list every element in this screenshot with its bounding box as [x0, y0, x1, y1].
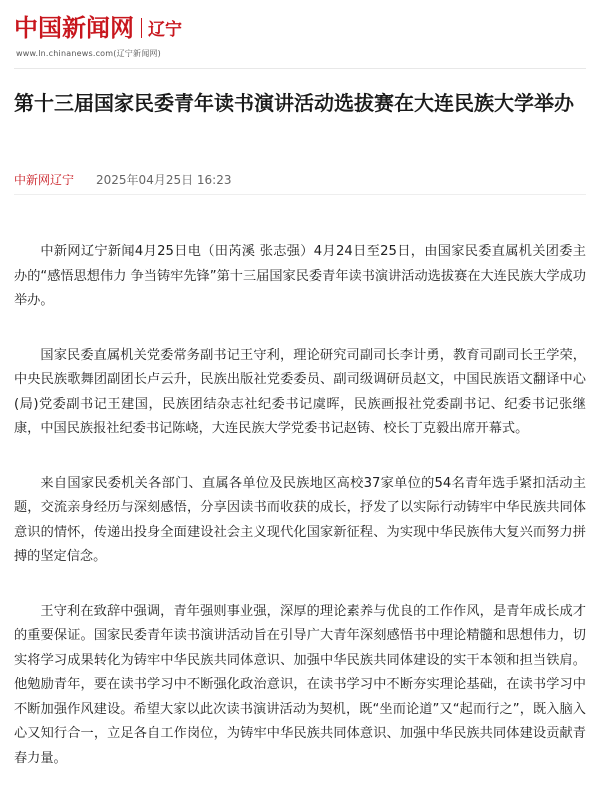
site-header — [0, 0, 600, 74]
logo-region: 辽宁 — [148, 20, 182, 40]
site-logo[interactable] — [14, 14, 182, 42]
logo-divider — [141, 18, 142, 38]
article-paragraph: 中新网辽宁新闻4月25日电（田芮溪 张志强）4月24日至25日，由国家民委直属机关团委主办的“感悟思想伟力 争当铸牢先锋”第十三届国家民委青年读书演讲活动选拔赛在大连民族大学成功举办。 — [14, 244, 586, 308]
article-meta — [14, 172, 232, 188]
meta-divider — [14, 194, 586, 195]
header-divider — [14, 68, 586, 69]
article-title: 第十三届国家民委青年读书演讲活动选拔赛在大连民族大学举办 — [14, 91, 574, 115]
article-body — [14, 240, 586, 801]
article-timestamp: 2025年04月25日 16:23 — [96, 173, 232, 187]
site-url: www.ln.chinanews.com(辽宁新闻网) — [16, 49, 161, 58]
article-source-link[interactable]: 中新网辽宁 — [14, 173, 75, 187]
article-paragraph: 王守利在致辞中强调，青年强则事业强，深厚的理论素养与优良的工作作风，是青年成长成才的重要保证。国家民委青年读书演讲活动旨在引导广大青年深刻感悟书中理论精髓和思想伟力，切实将学习成果转化为铸牢中华民族共同体意识、加强中华民族共同体建设的实干本领和担当铁肩。他勉励青年，要在读书学习中不断强化政治意识，在读书学习中不断夯实理论基础，在读书学习中不断加强作风建设。希望大家以此次读书演讲活动为契机，既“坐而论道”又“起而行之”，既入脑入心又知行合一，立足各自工作岗位，为铸牢中华民族共同体意识、加强中华民族共同体建设贡献青春力量。 — [14, 603, 586, 766]
article-paragraph: 国家民委直属机关党委常务副书记王守利，理论研究司副司长李计勇，教育司副司长王学荣，中央民族歌舞团副团长卢云升，民族出版社党委委员、副司级调研员赵文，中国民族语文翻译中心(局)党委副书记王建国，民族团结杂志社纪委书记虞晖，民族画报社党委副书记、纪委书记张继康，中国民族报社纪委书记陈峣，大连民族大学党委书记赵铸、校长丁克毅出席开幕式。 — [14, 347, 586, 436]
article-paragraph: 来自国家民委机关各部门、直属各单位及民族地区高校37家单位的54名青年选手紧扣活动主题，交流亲身经历与深刻感悟，分享因读书而收获的成长，抒发了以实际行动铸牢中华民族共同体意识的情怀，传递出投身全面建设社会主义现代化国家新征程、为实现中华民族伟大复兴而努力拼搏的坚定信念。 — [14, 475, 586, 564]
logo-text: 中国新闻网 — [14, 13, 134, 42]
